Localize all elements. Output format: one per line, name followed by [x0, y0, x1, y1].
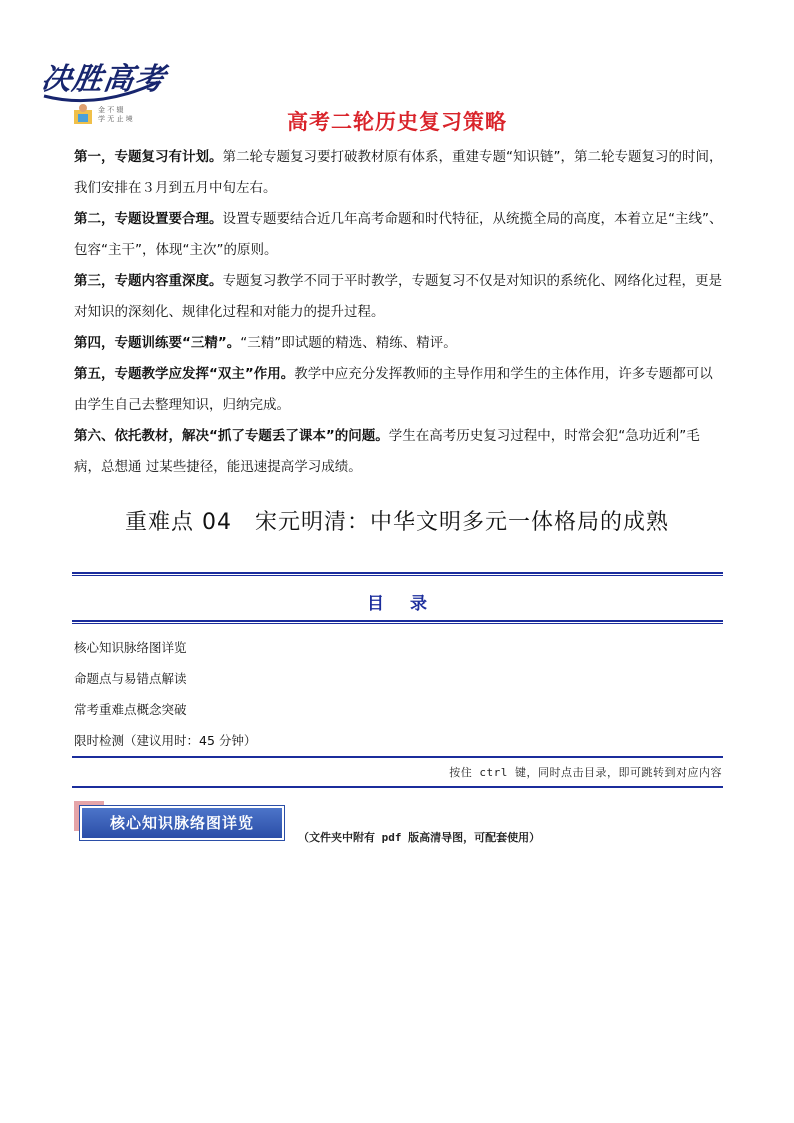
logo-subtitle: 金 不 辍 学 无 止 境 [98, 106, 133, 123]
divider [72, 572, 723, 574]
strategy-item: 第三，专题内容重深度。专题复习教学不同于平时教学，专题复习不仅是对知识的系统化、网络化过程，更是对知识的深刻化、规律化过程和对能力的提升过程。 [74, 273, 722, 320]
note: （文件夹中附有 pdf 版高清导图，可配套使用） [298, 831, 541, 844]
toc-list [74, 632, 256, 756]
toc-hint: 按住 ctrl 键，同时点击目录，即可跳转到对应内容 [449, 766, 722, 779]
toc-item[interactable]: 命题点与易错点解读 [74, 671, 187, 686]
divider [72, 623, 723, 624]
strategy-item: 第一，专题复习有计划。第二轮专题复习要打破教材原有体系，重建专题“知识链”，第二轮专题复习的时间，我们安排在３月到五月中旬左右。 [74, 149, 723, 196]
toc-title: 目录 [367, 594, 453, 614]
divider [72, 756, 723, 758]
strategy-item: 第二，专题设置要合理。设置专题要结合近几年高考命题和时代特征，从统揽全局的高度，本着立足“主线”、包容“主干”，体现“主次”的原则。 [74, 211, 723, 258]
strategy-list [74, 142, 724, 483]
strategy-item: 第四，专题训练要“三精”。“三精”即试题的精选、精练、精评。 [74, 335, 457, 351]
toc-item[interactable]: 核心知识脉络图详览 [74, 640, 187, 655]
section-badge [74, 801, 284, 841]
badge-label: 核心知识脉络图详览 [80, 806, 284, 840]
toc-item[interactable]: 常考重难点概念突破 [74, 702, 187, 717]
toc-item[interactable]: 限时检测（建议用时：45 分钟） [74, 733, 257, 748]
strategy-item: 第六、依托教材，解决“抓了专题丢了课本”的问题。学生在高考历史复习过程中，时常会犯“急功近利”毛病，总想通 过某些捷径，能迅速提高学习成绩。 [74, 428, 700, 475]
divider [72, 575, 723, 576]
logo-text: 决胜高考 [39, 62, 168, 97]
strategy-item: 第五，专题教学应发挥“双主”作用。教学中应充分发挥教师的主导作用和学生的主体作用，许多专题都可以由学生自己去整理知识，归纳完成。 [74, 366, 713, 413]
page-title: 高考二轮历史复习策略 [287, 110, 507, 134]
divider [72, 786, 723, 788]
section-title: 重难点 04 宋元明清：中华文明多元一体格局的成熟 [125, 510, 669, 535]
divider [72, 620, 723, 622]
